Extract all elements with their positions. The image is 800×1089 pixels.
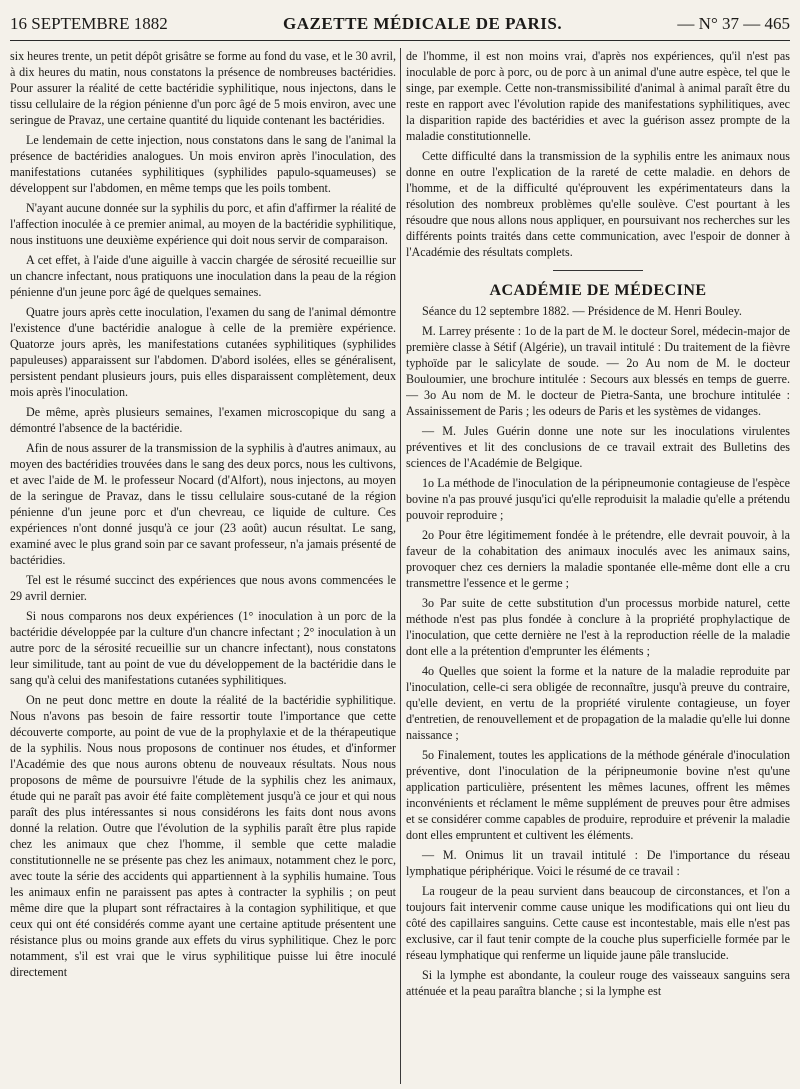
left-paragraph: Si nous comparons nos deux expériences (1° inoculation à un porc de la bactéridie développée par la culture d'un chancre infectant ; 2° inoculation à un autre porc de la sérosité recueillie sur un chancre infectant), nous constatons leur similitude, tant au point de vue du développement de la bactéridie dans le sang qu'à celui des manifestations cutanées syphilitiques. bbox=[10, 609, 396, 687]
academy-paragraph: 4o Quelles que soient la forme et la nature de la maladie reproduite par l'inoculation, celle-ci sera obligée de reconnaître, jusqu'à preuve du contraire, qu'elle devient, en vertu de la propriété virulente contagieuse, un foyer d'entretien, de renouvellement et de propagation de la maladie qu'elle lui donne naissance ; bbox=[406, 664, 790, 742]
left-paragraph: Tel est le résumé succinct des expériences que nous avons commencées le 29 avril dernier. bbox=[10, 573, 396, 603]
section-title: ACADÉMIE DE MÉDECINE bbox=[489, 282, 707, 299]
left-paragraph: N'ayant aucune donnée sur la syphilis du porc, et afin d'affirmer la réalité de l'affection inoculée à ce premier animal, au moyen de la bactéridie syphilitique, nous instituons une deuxième expérience qui doit nous servir de comparaison. bbox=[10, 201, 396, 247]
session-line: Séance du 12 septembre 1882. — Présidence de M. Henri Bouley. bbox=[422, 304, 742, 318]
academy-paragraph: Si la lymphe est abondante, la couleur rouge des vaisseaux sanguins sera atténuée et la peau paraîtra blanche ; si la lymphe est bbox=[406, 968, 790, 998]
right-continuation-paragraph: de l'homme, il est non moins vrai, d'après nos expériences, qu'il n'est pas inoculable de porc à porc, ou de porc à un animal d'une autre espèce, tel que le singe, par exemple. Cette non-transmissibilité d'animal à animal paraît être du reste en rapport avec l'évolution rapide des manifestations syphilitiques, avec la disparition rapide des bactéridies et avec la guérison assez prompte de la maladie constitutionnelle. bbox=[406, 49, 790, 143]
academy-paragraph: 1o La méthode de l'inoculation de la péripneumonie contagieuse de l'espèce bovine n'a pas prouvé jusqu'ici qu'elle reproduisit la maladie qu'elle a prétendu pouvoir reproduire ; bbox=[406, 476, 790, 522]
academy-paragraph: 3o Par suite de cette substitution d'un processus morbide naturel, cette méthode n'est pas plus fondée à conclure à la propriété prophylactique de l'inoculation, que cette dernière ne l'est à la reproduction réelle de la maladie dont elle a la prétention d'emprunter les éléments ; bbox=[406, 596, 790, 658]
academy-paragraph: La rougeur de la peau survient dans beaucoup de circonstances, et l'on a toujours fait intervenir comme cause unique les modifications qui ont lieu du côté des capillaires sanguins. Cette cause est incontestable, mais elle n'est pas exclusive, car il faut tenir compte de la couche plus superficielle formée par le réseau lymphatique qui renferme un liquide jaune pâle translucide. bbox=[406, 884, 790, 962]
left-paragraph: six heures trente, un petit dépôt grisâtre se forme au fond du vase, et le 30 avril, à dix heures du matin, nous constatons la présence de nombreuses bactéridies. Pour assurer la réalité de cette bactéridie syphilitique, nous injectons, dans le tissu cellulaire de la région pénienne d'un porc âgé de 5 mois environ, avec une seringue de Pravaz, une certaine quantité du liquide contenant les bactéridies. bbox=[10, 49, 396, 127]
academy-paragraph: 2o Pour être légitimement fondée à le prétendre, elle devrait pouvoir, à la faveur de la cohabitation des animaux inoculés avec les animaux sains, provoquer chez ces derniers la maladie spontanée elle-même dont elle a cru transmettre l'essence et le germe ; bbox=[406, 528, 790, 590]
left-paragraph: De même, après plusieurs semaines, l'examen microscopique du sang a démontré l'absence de la bactéridie. bbox=[10, 405, 396, 435]
page-header bbox=[10, 8, 790, 41]
left-column bbox=[10, 48, 396, 1084]
left-paragraph: Le lendemain de cette injection, nous constatons dans le sang de l'animal la présence de bactéridies analogues. Un mois environ après l'inoculation, des manifestations cutanées syphilitiques (syphilides papulo-squameuses) se développent sur l'abdomen, en même temps que les poils tombent. bbox=[10, 133, 396, 195]
issue-date: 16 SEPTEMBRE 1882 bbox=[10, 14, 168, 33]
academy-paragraph: — M. Jules Guérin donne une note sur les inoculations virulentes préventives et lit des conclusions de ce travail extrait des Bulletins des sciences de l'Académie de Belgique. bbox=[406, 424, 790, 470]
left-paragraph: A cet effet, à l'aide d'une aiguille à vaccin chargée de sérosité recueillie sur un chancre infectant, nous pratiquons une inoculation dans la peau de la région pénienne d'un jeune porc âgé de quelques semaines. bbox=[10, 253, 396, 299]
right-column bbox=[406, 48, 790, 1084]
academy-paragraph: M. Larrey présente : 1o de la part de M. le docteur Sorel, médecin-major de première classe à Sétif (Algérie), un travail intitulé : Du traitement de la fièvre typhoïde par le salicylate de soude. — 2o Au nom de M. le docteur Bouloumier, une brochure intitulée : Secours aux blessés en temps de guerre. — 3o Au nom de M. le docteur de Pietra-Santa, une brochure intitulée : Assainissement de Paris ; les odeurs de Paris et les systèmes de vidanges. bbox=[406, 324, 790, 418]
left-paragraph: On ne peut donc mettre en doute la réalité de la bactéridie syphilitique. Nous n'avons pas besoin de faire ressortir toute l'importance que cette découverte comporte, au point de vue de la prophylaxie et de la thérapeutique de la syphilis. Nous nous proposons de continuer nos études, et d'informer l'Académie des que nous aurons obtenu de nouveaux résultats. Nous nous proposons de même de poursuivre l'étude de la syphilis chez les animaux, étude qui ne paraît pas avoir été faite complètement jusqu'à ce jour et qui nous paraît des plus intéressantes si nous considérons les faits dont nous avons donné la relation. Outre que l'évolution de la syphilis paraît être plus rapide chez les animaux que chez l'homme, il semble que cette maladie constitutionnelle ne se présente pas chez les animaux, notamment chez le porc, avec toute la série des accidents qui appartiennent à la syphilis humaine. Tous les animaux enfin ne paraissent pas aptes à contracter la syphilis ; on peut même dire que la plupart sont réfractaires à la contagion syphilitique, et que ceux qui ont été considérés comme ayant une certaine aptitude présentent une résistance plus ou moins grande aux effets du virus syphilitique. Chez le porc notamment, s'il est vrai que le virus syphilitique puisse lui être inoculé directement bbox=[10, 693, 396, 979]
left-paragraph: Afin de nous assurer de la transmission de la syphilis à d'autres animaux, au moyen des bactéridies trouvées dans le sang des deux porcs, nous les cultivons, et avec l'aide de M. le professeur Nocard (d'Alfort), nous injectons, au moyen de la seringue de Pravaz, dans le tissu cellulaire sous-cutané de la région pénienne d'un jeune porc et d'un chevreau, ce liquide de culture. Ces expériences n'ont donné jusqu'à ce jour (23 août) aucun résultat. Le sang, examiné avec le plus grand soin par ce savant professeur, n'a jamais présenté de bactéridies. bbox=[10, 441, 396, 567]
section-separator bbox=[553, 270, 643, 271]
academy-paragraph: 5o Finalement, toutes les applications de la méthode générale d'inoculation préventive, dont l'inoculation de la péripneumonie bovine n'est qu'une application particulière, présentent les mêmes lacunes, offrent les mêmes inconvénients et réclament le même supplément de preuves pour être admises et se considérer comme capables de produire, reproduire et prévenir la maladie dont elles empruntent et cultivent les éléments. bbox=[406, 748, 790, 842]
left-paragraph: Quatre jours après cette inoculation, l'examen du sang de l'animal démontre l'existence d'une bactéridie analogue à celle de la première expérience. Quatorze jours après, les manifestations cutanées syphilitiques (syphilides papuleuses) apparaissent sur l'abdomen. D'abord isolées, elles se généralisent, persistent pendant plusieurs jours, puis elles disparaissent complètement, deux mois après l'inoculation. bbox=[10, 305, 396, 399]
right-continuation-paragraph: Cette difficulté dans la transmission de la syphilis entre les animaux nous donne en outre l'explication de la rareté de cette maladie. en dehors de l'homme, et de la difficulté qu'éprouvent les expérimentateurs dans la résolution des nombreux problèmes qu'elle soulève. C'est pourtant à les résoudre que nous allons nous appliquer, en poursuivant nos recherches sur les différents points traités dans cette communication, avec l'espoir de donner à l'Académie des résultats complets. bbox=[406, 149, 790, 259]
academy-paragraph: — M. Onimus lit un travail intitulé : De l'importance du réseau lymphatique périphérique. Voici le résumé de ce travail : bbox=[406, 848, 790, 878]
column-divider bbox=[400, 48, 401, 1084]
gazette-title: GAZETTE MÉDICALE DE PARIS. bbox=[283, 14, 563, 33]
issue-page-number: — N° 37 — 465 bbox=[677, 14, 790, 33]
